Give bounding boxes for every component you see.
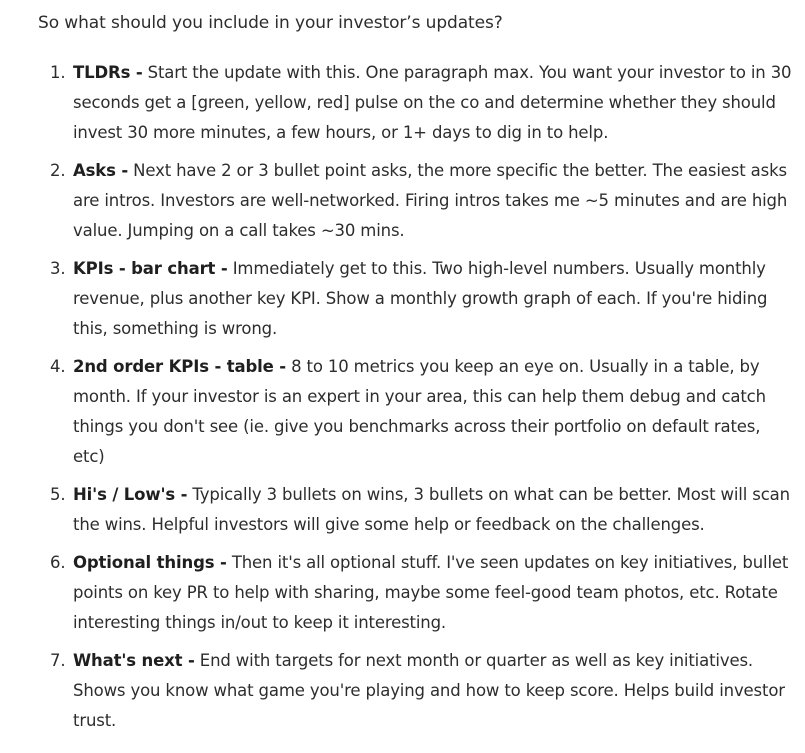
- list-item-heading: TLDRs -: [73, 63, 143, 82]
- list-item-text: Start the update with this. One paragraph max. You want your investor to in 30 seconds get a [green, yellow, red] pulse on the co and determine whether they should invest 30 more minutes, a few hours, or 1+ days to dig in to help.: [73, 63, 792, 142]
- list-item-number: 2.: [50, 161, 66, 180]
- list-item-text: Next have 2 or 3 bullet point asks, the more specific the better. The easiest asks are intros. Investors are well-networked. Firing intros takes me ~5 minutes and are high value. Jumping on a call takes ~30 mins.: [73, 161, 788, 240]
- list-item: [38, 646, 793, 736]
- list-item-heading: Optional things -: [73, 553, 227, 572]
- list-item-number: 5.: [50, 485, 66, 504]
- list-item-text: 8 to 10 metrics you keep an eye on. Usually in a table, by month. If your investor is an expert in your area, this can help them debug and catch things you don't see (ie. give you benchmarks across their portfolio on default rates, etc): [73, 357, 766, 466]
- list-item-text: Typically 3 bullets on wins, 3 bullets on what can be better. Most will scan the wins. Helpful investors will give some help or feedback on the challenges.: [73, 485, 790, 534]
- list-item-heading: KPIs - bar chart -: [73, 259, 228, 278]
- list-item-number: 4.: [50, 357, 66, 376]
- list-item: [38, 156, 793, 246]
- list-item-heading: What's next -: [73, 651, 195, 670]
- intro-question: So what should you include in your investor’s updates?: [38, 13, 503, 33]
- list-item: [38, 480, 793, 540]
- numbered-list: [38, 58, 793, 736]
- list-item-heading: 2nd order KPIs - table -: [73, 357, 286, 376]
- list-item: [38, 548, 793, 638]
- list-item-number: 1.: [50, 63, 66, 82]
- list-item: [38, 352, 793, 472]
- list-item-heading: Hi's / Low's -: [73, 485, 188, 504]
- list-item-text: End with targets for next month or quarter as well as key initiatives. Shows you know what game you're playing and how to keep score. Helps build investor trust.: [73, 651, 785, 730]
- list-item-number: 7.: [50, 651, 66, 670]
- list-item-text: Immediately get to this. Two high-level numbers. Usually monthly revenue, plus another key KPI. Show a monthly growth graph of each. If you're hiding this, something is wrong.: [73, 259, 768, 338]
- list-item-heading: Asks -: [73, 161, 129, 180]
- list-item-text: Then it's all optional stuff. I've seen updates on key initiatives, bullet points on key PR to help with sharing, maybe some feel-good team photos, etc. Rotate interesting things in/out to keep it interesting.: [73, 553, 789, 632]
- list-item: [38, 58, 793, 148]
- list-item: [38, 254, 793, 344]
- list-item-number: 6.: [50, 553, 66, 572]
- list-item-number: 3.: [50, 259, 66, 278]
